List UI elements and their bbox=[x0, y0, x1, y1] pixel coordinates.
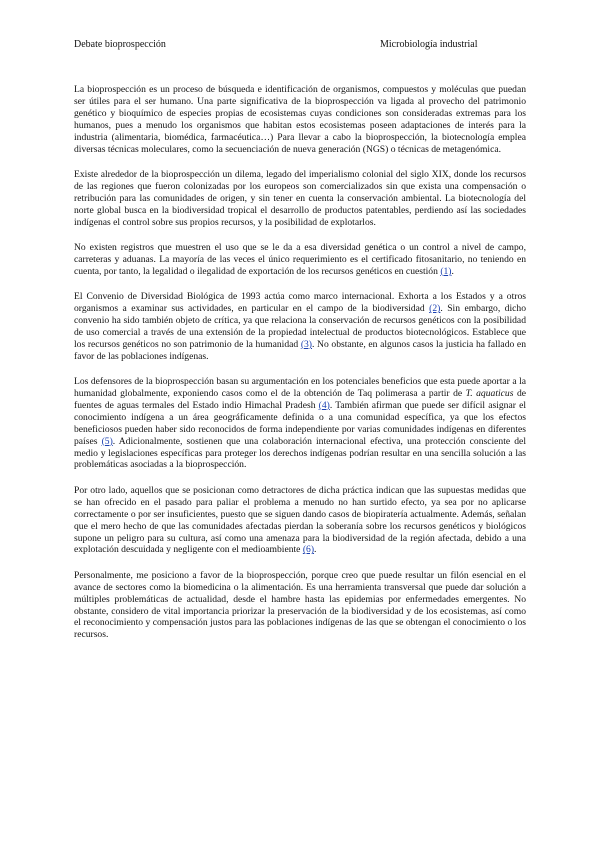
paragraph-text: Los defensores de la bioprospección basan su argumentación en los potenciales beneficios que esta puede aportar a la humanidad globalmente, exponiendo casos como el de la obtención de Taq polimerasa a partir de bbox=[74, 376, 526, 400]
citation-link-6[interactable]: (6) bbox=[302, 544, 315, 556]
paragraph-registros bbox=[74, 242, 526, 278]
paragraph-text: Personalmente, me posiciono a favor de la bioprospección, porque creo que puede resultar un filón esencial en el avance de sectores como la biomedicina o la alimentación. Es una herramienta transversal que puede dar solución a múltiples problemáticas de actualidad, desde el hambre hasta las epidemias por enfermedades emergentes. No obstante, considero de vital importancia priorizar la preservación de la biodiversidad y de los ecosistemas, así como el reconocimiento y compensación justos para las poblaciones indígenas de las que se obtengan el conocimiento o los recursos. bbox=[74, 569, 526, 641]
citation-link-3[interactable]: (3) bbox=[300, 338, 312, 350]
citation-link-4[interactable]: (4) bbox=[318, 399, 330, 411]
paragraph-intro bbox=[74, 84, 526, 155]
page-header bbox=[74, 38, 526, 52]
paragraph-text: . bbox=[451, 265, 454, 277]
paragraph-text: . bbox=[314, 544, 317, 556]
paragraph-text: de fuentes de aguas termales del Estado indio Himachal Pradesh bbox=[74, 388, 526, 411]
species-name: T. aquaticus bbox=[465, 388, 514, 400]
paragraph-text: . Sin embargo, dicho convenio ha sido también objeto de crítica, ya que relaciona la conservación de recursos genéticos con la posibilidad de uso comercial a través de una extensión de la propiedad intelectual de productos biotecnológicos. Establece que los recursos genéticos no son patrimonio de la humanidad bbox=[74, 303, 526, 350]
paragraph-text: . También afirman que puede ser difícil asignar el conocimiento indígena a un área geográficamente definida o a una comunidad específica, ya que los efectos beneficiosos pueden haber sido reconocidos de forma independiente por varias comunidades indígenas en diferentes países bbox=[74, 399, 526, 447]
paragraph-text: La bioprospección es un proceso de búsqueda e identificación de organismos, compuestos y moléculas que puedan ser útiles para el ser humano. Una parte significativa de la bioprospección va ligada al provecho del patrimonio genético y bioquímico de especies propias de ecosistemas cuyas condiciones son consideradas extremas para los humanos, pues a menudo los organismos que habitan estos ecosistemas poseen adaptaciones de interés para la industria (alimentaria, biomédica, farmacéutica…) Para llevar a cabo la bioprospección, la biotecnología emplea diversas técnicas moleculares, como la secuenciación de nueva generación (NGS) o técnicas de metagenómica. bbox=[74, 84, 526, 155]
citation-link-5[interactable]: (5) bbox=[101, 435, 113, 447]
citation-link-1[interactable]: (1) bbox=[440, 265, 452, 277]
paragraph-text: El Convenio de Diversidad Biológica de 1993 actúa como marco internacional. Exhorta a los Estados y a otros organismos a examinar sus actividades, en particular en el campo de la biodiversidad bbox=[74, 291, 526, 315]
paragraph-text: . Adicionalmente, sostienen que una colaboración internacional efectiva, una protección consciente del medio y legislaciones específicas para proteger los derechos indígenas podrían resultar en una sencilla solución a las problemáticas asociadas a la bioprospección. bbox=[74, 435, 526, 471]
paragraph-defensores bbox=[74, 376, 526, 471]
paragraph-dilemma bbox=[74, 169, 526, 229]
paragraph-detractores bbox=[74, 485, 526, 556]
document-body bbox=[74, 84, 526, 655]
header-subject: Microbiología industrial bbox=[380, 39, 478, 50]
header-title: Debate bioprospección bbox=[74, 39, 166, 50]
paragraph-text: Por otro lado, aquellos que se posicionan como detractores de dicha práctica indican que las supuestas medidas que se han ofrecido en el pasado para paliar el problema a menudo no han surtido efecto, ya sea por no aplicarse correctamente o por ser insuficientes, puesto que se siguen dando casos de biopiratería actualmente. Además, señalan que el mero hecho de que las comunidades afectadas pierdan la soberanía sobre los recursos genéticos y biológicos supone un peligro para su cultura, así como una amenaza para la biodiversidad de la región afectada, debido a una explotación descuidada y negligente con el medioambiente bbox=[74, 484, 526, 556]
paragraph-text: Existe alrededor de la bioprospección un dilema, legado del imperialismo colonial del siglo XIX, donde los recursos de las regiones que fueron colonizadas por los europeos son comercializados sin que exista una compensación o retribución para las comunidades de origen, y sin tener en cuenta la conservación ambiental. La biotecnología del norte global busca en la biodiversidad tropical el desarrollo de productos patentables, perdiendo así las sociedades indígenas el control sobre sus propios recursos, y la posibilidad de explotarlos. bbox=[74, 168, 526, 228]
paragraph-opinion bbox=[74, 570, 526, 641]
citation-link-2[interactable]: (2) bbox=[429, 303, 441, 315]
paragraph-text: No existen registros que muestren el uso que se le da a esa diversidad genética o un control a nivel de campo, carreteras y aduanas. La mayoría de las veces el único requerimiento es el certificado fitosanitario, no teniendo en cuenta, por tanto, la legalidad o ilegalidad de exportación de los recursos genéticos en cuestión bbox=[74, 241, 526, 277]
paragraph-convenio bbox=[74, 291, 526, 362]
paragraph-text: . No obstante, en algunos casos la justicia ha fallado en favor de las poblaciones indígenas. bbox=[74, 338, 526, 362]
